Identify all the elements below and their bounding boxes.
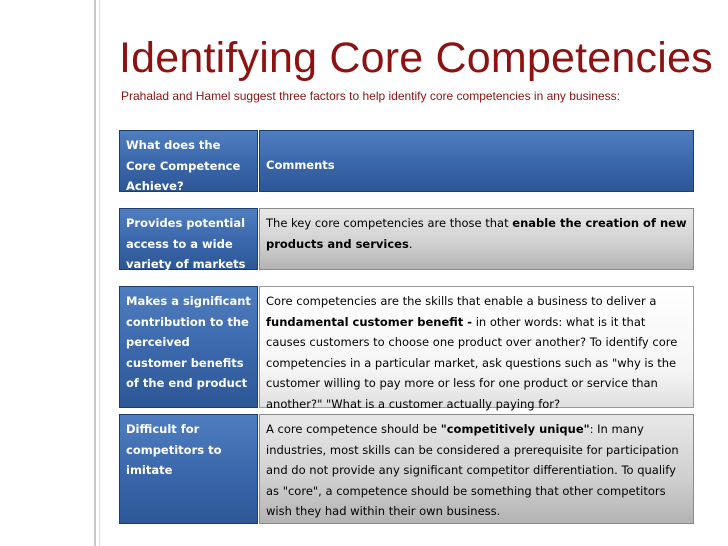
slide-title: Identifying Core Competencies (119, 34, 713, 82)
table-row (119, 414, 694, 524)
comment-text: A core competence should be (266, 422, 441, 436)
row-factor-cell: Provides potential access to a wide variety of markets (119, 208, 258, 270)
competency-table (119, 130, 694, 526)
comment-text: . (408, 236, 413, 251)
comment-text: Core competencies are the skills that enable a business to deliver a (266, 294, 657, 308)
row-comment-cell (259, 286, 694, 411)
table-header-row (119, 130, 694, 192)
comment-emphasis: enable the creation of new products and services (266, 216, 687, 251)
row-factor-cell: Difficult for competitors to imitate (119, 414, 258, 524)
comment-emphasis: fundamental customer benefit - (266, 314, 473, 329)
header-cell-achieve: What does the Core Competence Achieve? (119, 130, 258, 192)
header-cell-comments: Comments (259, 130, 694, 192)
comment-text: The key core competencies are those that (266, 216, 513, 230)
table-row (119, 286, 694, 411)
row-comment-cell (259, 414, 694, 524)
table-row (119, 208, 694, 270)
decorative-left-rule (94, 0, 96, 546)
slide-subtitle: Prahalad and Hamel suggest three factors to help identify core competencies in any business: (121, 89, 620, 103)
row-comment-cell (259, 208, 694, 270)
comment-emphasis: "competitively unique" (440, 422, 590, 436)
comment-text: in other words: what is it that causes customers to choose one product over another? To identify core competencies in a particular market, ask questions such as "why is the customer willing to pay more or less for one product or service than another?" "What is a customer actually paying for? (266, 314, 678, 411)
decorative-left-rule-thin (99, 0, 100, 546)
row-factor-cell: Makes a significant contribution to the perceived customer benefits of the end product (119, 286, 258, 408)
comment-text: : In many industries, most skills can be considered a prerequisite for participation and do not provide any significant competitor differentiation. To qualify as "core", a competence should be something that other competitors wish they had within their own business. (266, 422, 679, 519)
